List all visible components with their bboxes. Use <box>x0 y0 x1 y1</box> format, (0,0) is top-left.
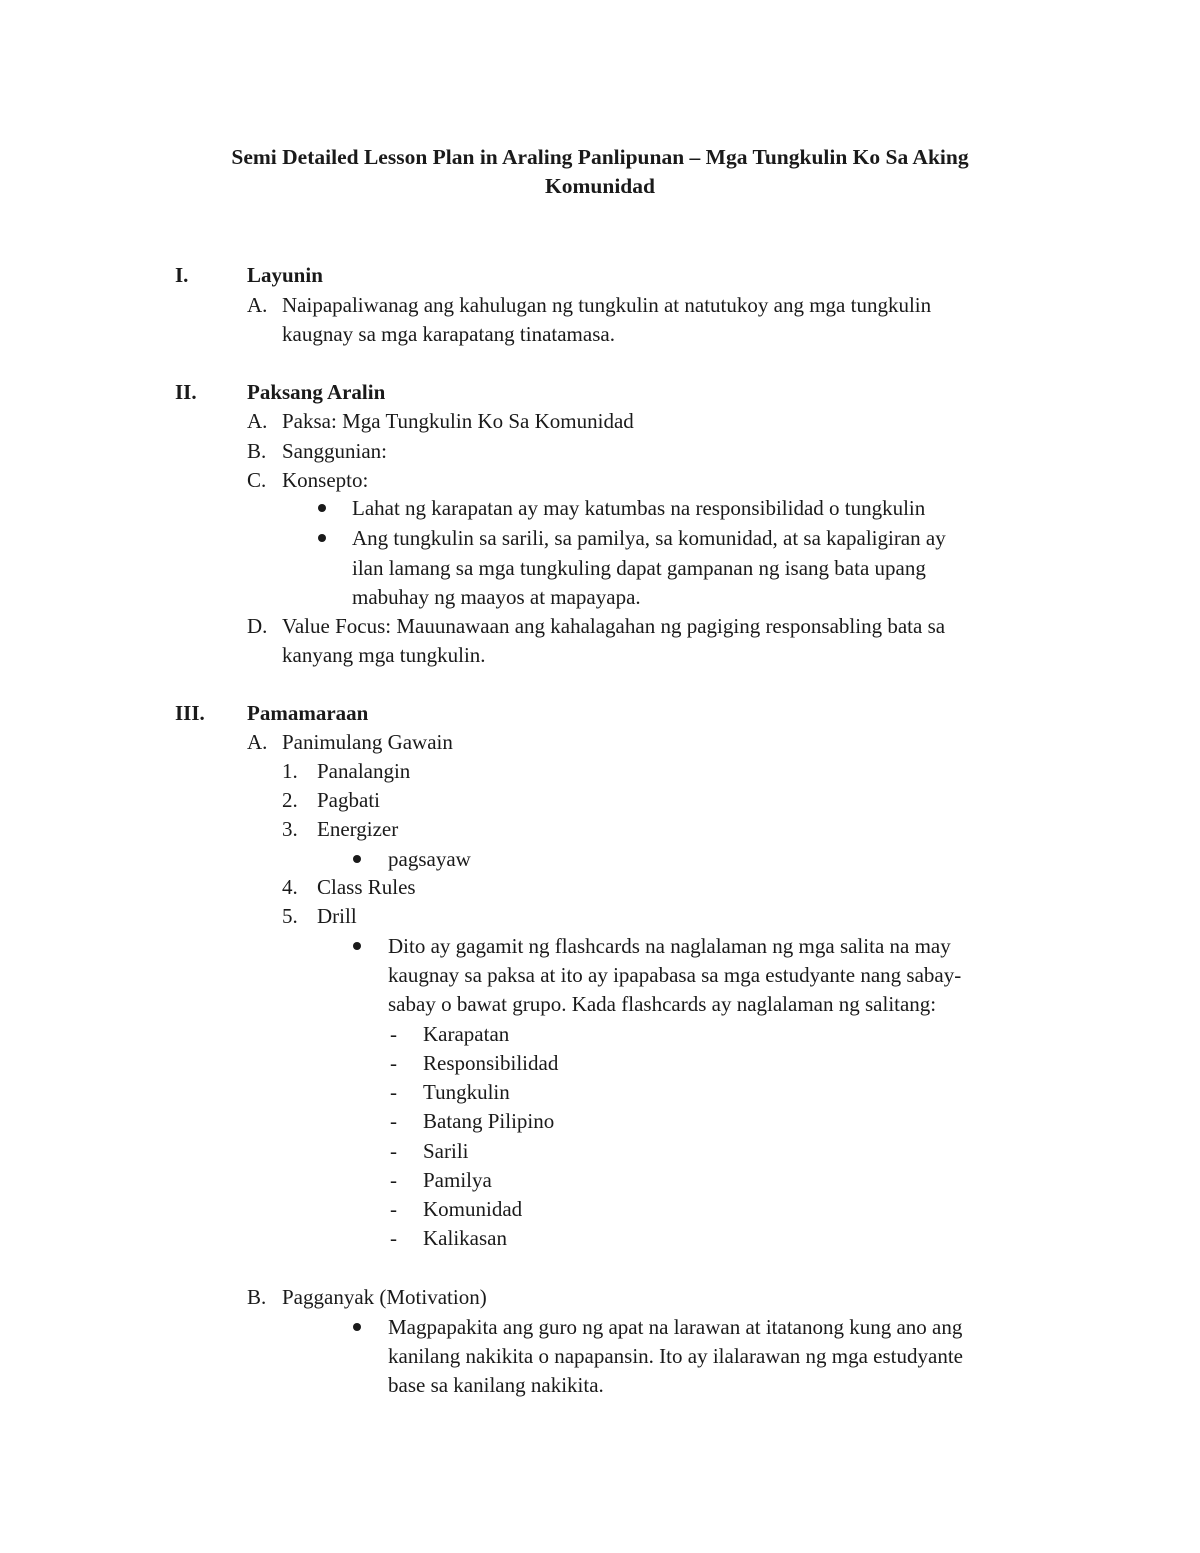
section-1-numeral: I. <box>175 263 189 287</box>
step-2-number: 2. <box>282 788 298 812</box>
flashcard-dash: - <box>390 1109 397 1133</box>
drill-line-3: sabay o bawat grupo. Kada flashcards ay naglalaman ng salitang: <box>388 992 937 1016</box>
drill-line-2: kaugnay sa paksa at ito ay ipapabasa sa mga estudyante nang sabay- <box>388 963 962 987</box>
flashcard-item: Sarili <box>423 1139 469 1163</box>
section-1-heading: Layunin <box>247 263 323 287</box>
flashcard-item: Karapatan <box>423 1022 510 1046</box>
step-3-number: 3. <box>282 817 298 841</box>
bullet-icon <box>318 504 326 512</box>
motivation-line-2: kanilang nakikita o napapansin. Ito ay ilalarawan ng mga estudyante <box>388 1344 963 1368</box>
section-3-numeral: III. <box>175 701 205 725</box>
section-2-item-b: Sanggunian: <box>282 439 387 463</box>
concept-bullet-1: Lahat ng karapatan ay may katumbas na responsibilidad o tungkulin <box>352 496 926 520</box>
step-4-number: 4. <box>282 875 298 899</box>
flashcard-dash: - <box>390 1226 397 1250</box>
flashcard-dash: - <box>390 1080 397 1104</box>
step-3-label: Energizer <box>317 817 399 841</box>
step-4-label: Class Rules <box>317 875 416 899</box>
motivation-line-3: base sa kanilang nakikita. <box>388 1373 604 1397</box>
step-1-label: Panalangin <box>317 759 411 783</box>
step-5-label: Drill <box>317 904 357 928</box>
flashcard-dash: - <box>390 1168 397 1192</box>
section-2-item-d-line-1: Value Focus: Mauunawaan ang kahalagahan ng pagiging responsabling bata sa <box>282 614 946 638</box>
flashcard-dash: - <box>390 1022 397 1046</box>
section-2-item-d-line-2: kanyang mga tungkulin. <box>282 643 486 667</box>
section-3-item-b: Pagganyak (Motivation) <box>282 1285 487 1309</box>
concept-bullet-2-line-1: Ang tungkulin sa sarili, sa pamilya, sa komunidad, at sa kapaligiran ay <box>352 526 946 550</box>
section-2-numeral: II. <box>175 380 197 404</box>
section-2-item-b-marker: B. <box>247 439 267 463</box>
section-2-item-a-marker: A. <box>247 409 268 433</box>
step-5-number: 5. <box>282 904 298 928</box>
concept-bullet-2-line-2: ilan lamang sa mga tungkuling dapat gampanan ng isang bata upang <box>352 556 926 580</box>
flashcard-item: Batang Pilipino <box>423 1109 555 1133</box>
bullet-icon <box>353 855 361 863</box>
flashcard-item: Komunidad <box>423 1197 523 1221</box>
concept-bullet-2-line-3: mabuhay ng maayos at mapayapa. <box>352 585 641 609</box>
section-2-item-c: Konsepto: <box>282 468 369 492</box>
step-1-number: 1. <box>282 759 298 783</box>
step-2-label: Pagbati <box>317 788 380 812</box>
drill-line-1: Dito ay gagamit ng flashcards na naglalaman ng mga salita na may <box>388 934 951 958</box>
section-1-item-a-marker: A. <box>247 293 268 317</box>
flashcard-item: Kalikasan <box>423 1226 507 1250</box>
section-3-item-a: Panimulang Gawain <box>282 730 453 754</box>
section-2-item-c-marker: C. <box>247 468 267 492</box>
flashcard-dash: - <box>390 1197 397 1221</box>
title-line-1: Semi Detailed Lesson Plan in Araling Panlipunan – Mga Tungkulin Ko Sa Aking <box>231 145 969 169</box>
section-1-item-a-line-2: kaugnay sa mga karapatang tinatamasa. <box>282 322 615 346</box>
section-2-item-a: Paksa: Mga Tungkulin Ko Sa Komunidad <box>282 409 634 433</box>
flashcard-item: Pamilya <box>423 1168 492 1192</box>
flashcard-dash: - <box>390 1051 397 1075</box>
title-line-2: Komunidad <box>545 174 655 198</box>
bullet-icon <box>318 534 326 542</box>
energizer-bullet: pagsayaw <box>388 847 471 871</box>
section-3-heading: Pamamaraan <box>247 701 369 725</box>
section-1-item-a-line-1: Naipapaliwanag ang kahulugan ng tungkulin at natutukoy ang mga tungkulin <box>282 293 932 317</box>
document-title <box>150 143 1050 201</box>
section-2-heading: Paksang Aralin <box>247 380 386 404</box>
section-3-item-b-marker: B. <box>247 1285 267 1309</box>
flashcard-item: Responsibilidad <box>423 1051 559 1075</box>
flashcard-item: Tungkulin <box>423 1080 510 1104</box>
section-3-item-a-marker: A. <box>247 730 268 754</box>
flashcard-dash: - <box>390 1139 397 1163</box>
bullet-icon <box>353 942 361 950</box>
motivation-line-1: Magpapakita ang guro ng apat na larawan at itatanong kung ano ang <box>388 1315 963 1339</box>
section-2-item-d-marker: D. <box>247 614 268 638</box>
bullet-icon <box>353 1323 361 1331</box>
